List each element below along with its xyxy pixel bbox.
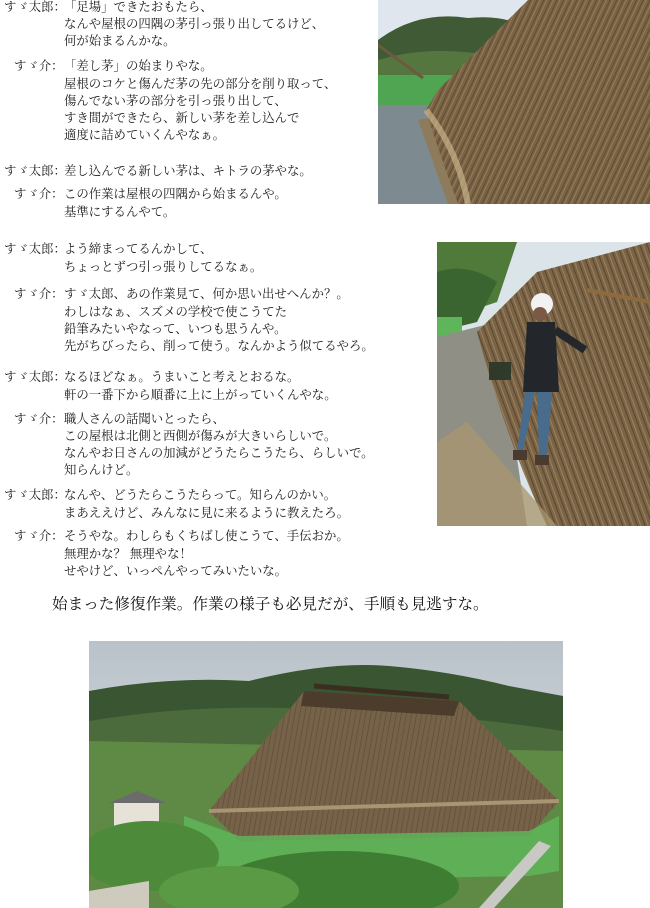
dialogue-line: なんや、どうたらこうたらって。知らんのかい。 bbox=[64, 487, 337, 502]
dialogue-line: よう締まってるんかして、 bbox=[64, 241, 213, 256]
dialogue-line: まあええけど、みんなに見に来るように教えたろ。 bbox=[64, 505, 349, 520]
photo-house-panorama bbox=[89, 641, 563, 908]
speaker-label: すゞ介： bbox=[14, 528, 64, 543]
speaker-label: すゞ介： bbox=[14, 286, 64, 301]
dialogue-line: 適度に詰めていくんやなぁ。 bbox=[64, 127, 226, 142]
dialogue-line: そうやな。わしらもくちばし使こうて、手伝おか。 bbox=[64, 528, 349, 543]
dialogue-line: 「足場」できたおもたら、 bbox=[64, 0, 213, 14]
dialogue-line: 何が始まるんかな。 bbox=[64, 33, 176, 48]
speaker-label: すゞ太郎： bbox=[4, 369, 66, 384]
dialogue-line: 軒の一番下から順番に上に上がっていくんやな。 bbox=[64, 387, 337, 402]
dialogue-line: 職人さんの話聞いとったら、 bbox=[64, 411, 225, 426]
speaker-label: すゞ太郎： bbox=[4, 487, 66, 502]
dialogue-line: この屋根は北側と西側が傷みが大きいらしいで。 bbox=[64, 428, 337, 443]
dialogue-line: せやけど、いっぺんやってみいたいな。 bbox=[64, 563, 288, 578]
photo-worker bbox=[437, 242, 650, 526]
speaker-label: すゞ太郎： bbox=[4, 163, 66, 178]
photo-caption: 始まった修復作業。作業の様子も必見だが、手順も見逃すな。 bbox=[52, 595, 489, 613]
dialogue-line: なるほどなぁ。うまいこと考えとおるな。 bbox=[64, 369, 300, 384]
dialogue-line: わしはなぁ、スズメの学校で使こうてた bbox=[64, 304, 288, 319]
speaker-label: すゞ介： bbox=[14, 411, 64, 426]
speaker-label: すゞ介： bbox=[14, 186, 64, 201]
dialogue-line: 無理かな？ 無理やな！ bbox=[64, 546, 192, 561]
dialogue-line: 知らんけど。 bbox=[64, 462, 139, 477]
dialogue-line: ちょっとずつ引っ張りしてるなぁ。 bbox=[64, 259, 263, 274]
speaker-label: すゞ太郎： bbox=[4, 0, 66, 14]
speaker-label: すゞ介： bbox=[14, 58, 64, 73]
dialogue-line: 屋根のコケと傷んだ茅の先の部分を削り取って、 bbox=[64, 76, 337, 91]
dialogue-line: 「差し茅」の始まりやな。 bbox=[64, 58, 213, 73]
dialogue-line: すき間ができたら、新しい茅を差し込んで bbox=[64, 110, 300, 125]
dialogue-line: すゞ太郎、あの作業見て、何か思い出せへんか？。 bbox=[64, 286, 349, 301]
speaker-label: すゞ太郎： bbox=[4, 241, 66, 256]
dialogue-line: 先がちびったら、削って使う。なんかよう似てるやろ。 bbox=[64, 338, 374, 353]
dialogue-line: この作業は屋根の四隅から始まるんや。 bbox=[64, 186, 287, 201]
dialogue-line: 鉛筆みたいやなって、いつも思うんや。 bbox=[64, 321, 287, 336]
dialogue-line: なんやお日さんの加減がどうたらこうたら、らしいで。 bbox=[64, 445, 374, 460]
photo-roof-corner bbox=[378, 0, 650, 204]
dialogue-line: 傷んでない茅の部分を引っ張り出して、 bbox=[64, 93, 287, 108]
dialogue-line: なんや屋根の四隅の茅引っ張り出してるけど、 bbox=[64, 16, 325, 31]
dialogue-line: 差し込んでる新しい茅は、キトラの茅やな。 bbox=[64, 163, 312, 178]
dialogue-line: 基準にするんやて。 bbox=[64, 204, 176, 219]
